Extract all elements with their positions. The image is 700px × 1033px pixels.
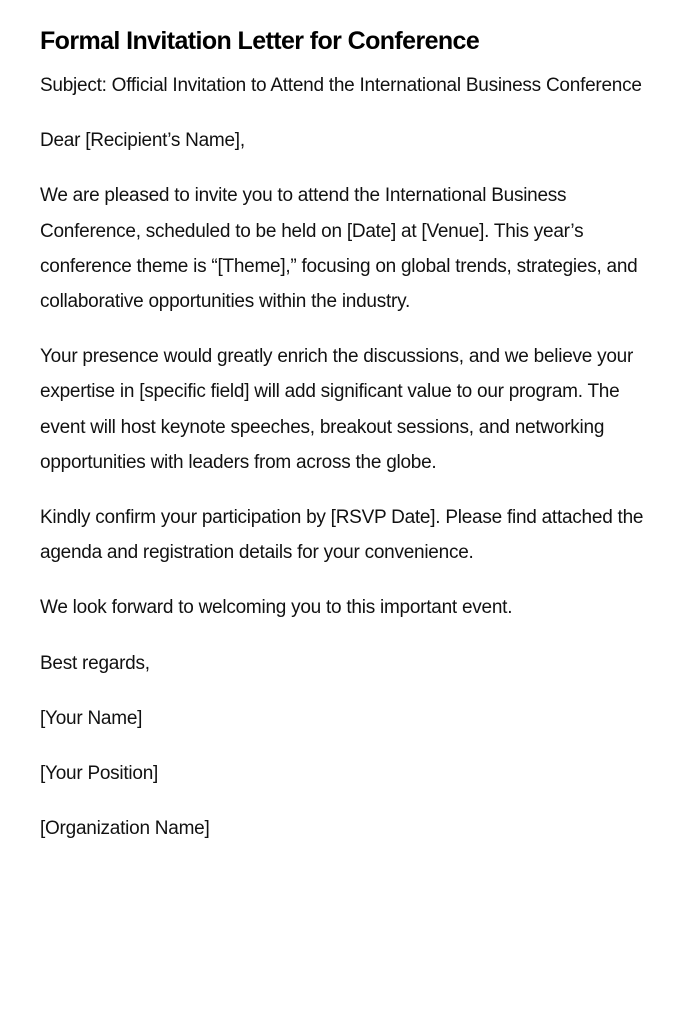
salutation: Dear [Recipient’s Name], [40, 130, 245, 152]
signature-name: [Your Name] [40, 707, 143, 729]
body-paragraph-presence: Your presence would greatly enrich the discussions, and we believe your expertise in [specific field] will add significant value to our program. The event will host keynote speeches, breakout sessions, and networking opportunities with leaders from across the globe. [40, 346, 634, 473]
signature-position: [Your Position] [40, 763, 159, 785]
signature-organization: [Organization Name] [40, 818, 210, 840]
body-paragraph-rsvp: Kindly confirm your participation by [RSVP Date]. Please find attached the agenda and registration details for your convenience. [40, 507, 644, 564]
page-title: Formal Invitation Letter for Conference [40, 27, 480, 55]
body-paragraph-closing-remark: We look forward to welcoming you to this important event. [40, 597, 513, 619]
subject-line: Subject: Official Invitation to Attend the International Business Conference [40, 75, 642, 96]
closing: Best regards, [40, 652, 150, 674]
body-paragraph-invitation: We are pleased to invite you to attend the International Business Conference, scheduled to be held on [Date] at [Venue]. This year’s conference theme is “[Theme],” focusing on global trends, strategies, and collaborative opportunities within the industry. [40, 185, 638, 313]
